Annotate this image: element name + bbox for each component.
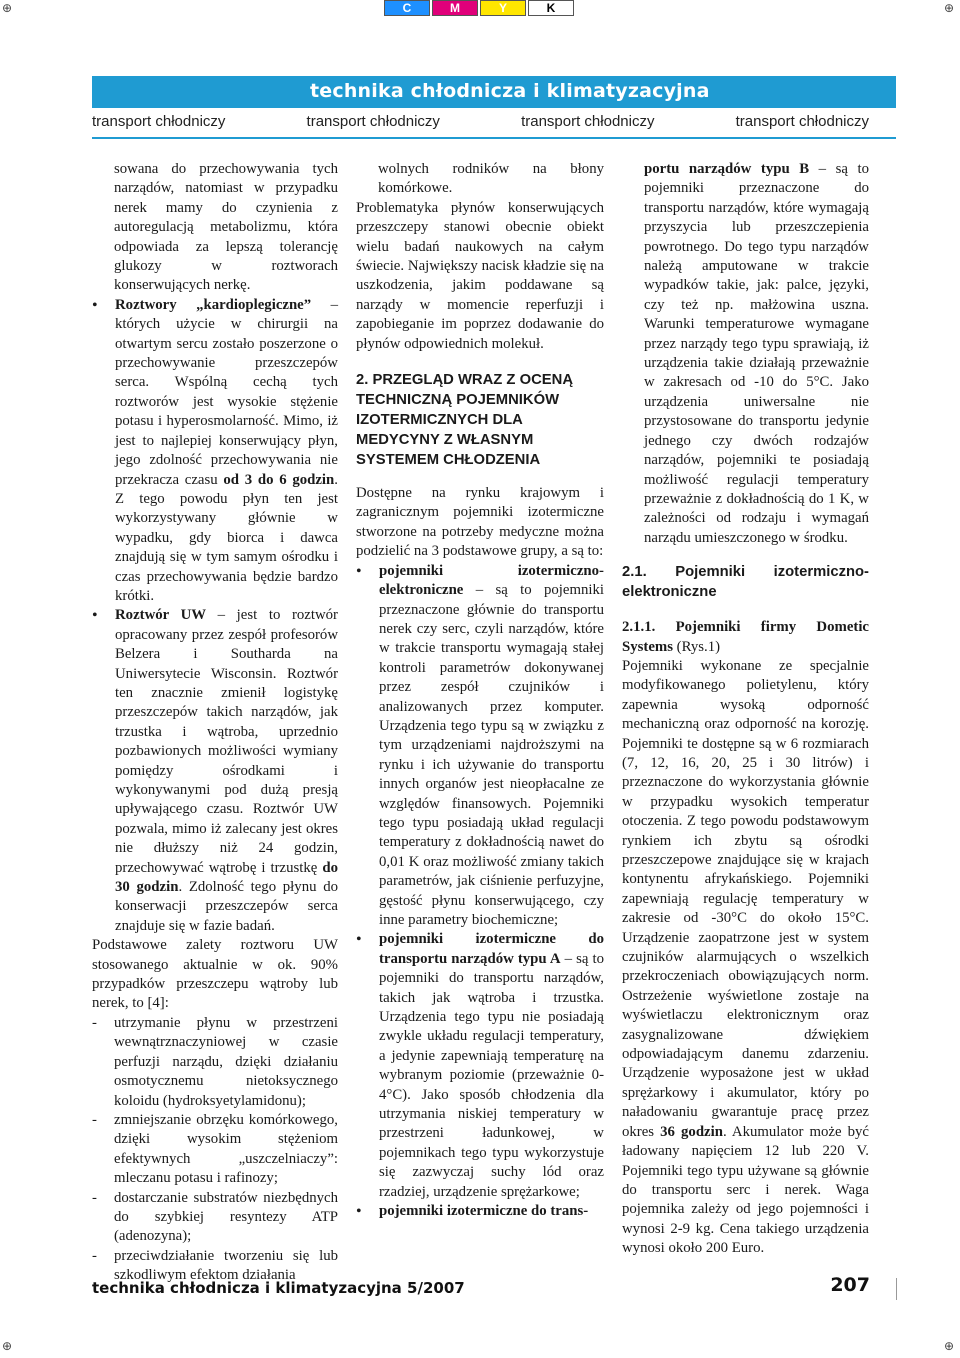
cmyk-yellow: Y <box>480 0 526 16</box>
section-label: transport chłodniczy <box>521 113 655 130</box>
bullet-item: • pojemniki izotermiczne do trans- <box>356 1202 604 1221</box>
dash-item: - utrzymanie płynu w przestrzeni wewnątrznaczyniowej w czasie perfuzji narządu, dzięki działaniu osmotycznemu nietoksycznego koloidu (hydroksyetylamidonu); <box>92 1014 338 1111</box>
dash-item: - dostarczanie substratów niezbędnych do szybkiej resyntezy ATP (adenozyna); <box>92 1189 338 1247</box>
paragraph: wolnych rodników na błony komórkowe. <box>378 161 604 197</box>
bullet-item: • Roztwory „kardioplegiczne” – których użycie w chirurgii na otwartym sercu zostało poszerzone o przechowywanie przeszczepów serca. Wspólną cechą tych roztworów jest wysokie stężenie potasu i hyperosmolarność. Mimo, iż jest to najlepiej konserwujący płyn, jego zdolność przechowywania nie przekracza czasu od 3 do 6 godzin. Z tego powodu płyn ten jest wykorzystywany głównie w wypadku, gdy biorca i dawca znajdują się w tym samym ośrodku i czas przechowywania będzie bardzo krótki. <box>92 296 338 607</box>
column-3 <box>622 160 869 1259</box>
paragraph: Pojemniki wykonane ze specjalnie modyfikowanego polietylenu, który zapewnia wysoką odporność mechaniczną oraz odporność na korozję. Pojemniki te dostępne są w 6 rozmiarach (7, 12, 16, 20, 25 i 30 litrów) i przeznaczone do wykorzystania głównie w przypadku wysokich temperatur otoczenia. Z tego powodu podstawowym rynkiem ich zbytu są ośrodki przeszczepowe znajdujące się w krajach kontynentu afrykańskiego. Pojemniki zapewniają regulację temperatury w zakresie od -30°C do około 15°C. Urządzenie zaopatrzone jest w system czujników alarmujących o wszelkich przekroczeniach obowiązujących norm. Ostrzeżenie wyświetlone zostaje na wyświetlaczu elektronicznym oraz zasygnalizowane dźwiękiem odpowiadającym danemu zdarzeniu. Urządzenie wyposażone jest w układ sprężarkowy i akumulator, który po naładowaniu gwarantuje pracę przez okres 36 godzin. Akumulator może być ładowany napięciem 12 lub 220 V. Pojemniki tego typu używane są głównie do transportu serc i nerek. Waga pojemnika zależy od jego pojemności i wynosi 2-9 kg. Cena takiego urządzenia wynosi około 200 Euro. <box>622 657 869 1257</box>
paragraph: portu narządów typu B – są to pojemniki przeznaczone do transportu narządów, które wymagają przyszycia lub przeszczepienia powrotnego. Do tego typu narządów należą amputowane w trakcie wypadków takie, jak: palce, języki, czy też np. małżowina uszna. Warunki temperaturowe wymagane przez narządy tego typu sprawiają, iż urządzenia takie działają przeważnie w zakresach od -10 do 5°C. Jako urządzenia uniwersalne nie przystosowane do transportu jedynie jednego czy dwóch rodzajów narządów, pojemniki te posiadają możliwość regulacji temperatury przeważnie z dokładnością do 1 K, w zależności od rodzaju i wymagań narządu umieszczonego w środku. <box>644 161 869 546</box>
paragraph: sowana do przechowywania tych narządów, natomiast w przypadku nerek mamy do czynienia z autoregulacją metabolizmu, która odpowiada za lepszą tolerancję glukozy w roztworach konserwujących nerkę. <box>114 161 338 294</box>
bullet-item: • pojemniki izotermiczno-elektroniczne – są to pojemniki przeznaczone głównie do transportu nerek czy serc, czyli narządów, które w trakcie transportu wymagają stałej kontroli parametrów dokonywanej przez zespół czujników i analizowanych przez komputer. Urządzenia tego typu są w związku z tym urządzeniami najdroższymi na rynku i ich używanie do transportu innych organów jest nieopłacalne ze względów finansowych. Pojemniki tego typu posiadają układ regulacji temperatury z dokładnością nawet do 0,01 K oraz możliwość zmiany takich parametrów, jak ciśnienie perfuzyjne, gęstość płynu konserwującego, czy inne parametry biochemiczne; <box>356 562 604 931</box>
dash-item: - przeciwdziałanie tworzeniu się lub szkodliwym efektom działania <box>92 1247 338 1286</box>
journal-banner <box>92 76 896 108</box>
paragraph: Problematyka płynów konserwujących przeszczepy stanowi obecnie obiekt wielu badań naukowych na całym świecie. Największy nacisk kładzie się na uszkodzenia, jakim poddawane są narządy w momencie reperfuzji i zapobieganie im poprzez dodawanie do płynów odpowiednich molekuł. <box>356 199 604 352</box>
column-1 <box>92 160 338 1286</box>
subsection-heading: 2.1. Pojemniki izotermiczno-elektroniczne <box>622 564 869 601</box>
section-header <box>92 113 869 130</box>
section-label: transport chłodniczy <box>735 113 869 130</box>
registration-mark-icon: ⊕ <box>944 1339 955 1353</box>
registration-mark-icon: ⊕ <box>2 1339 13 1353</box>
bullet-item: • Roztwór UW – jest to roztwór opracowany przez zespół profesorów Belzera i Southarda na Uniwersytecie Wisconsin. Roztwór ten znacznie zmienił logistykę przeszczepów takich narządów, jak trzustka i wątroba, uprzednio pozbawionych możliwości wymiany pomiędzy ośrodkami i wykonywanymi pod dużą presją upływającego czasu. Roztwór UW pozwala, mimo iż zalecany jest okres nie dłuższy niż 24 godzin, przechowywać wątrobę i trzustkę do 30 godzin. Zdolność tego płynu do konserwacji przeszczepów serca znajduje się w fazie badań. <box>92 606 338 936</box>
section-heading: 2. PRZEGLĄD WRAZ Z OCENĄ TECHNICZNĄ POJEMNIKÓW IZOTERMICZNYCH DLA MEDYCYNY Z WŁASNYM SYSTEMEM CHŁODZENIA <box>356 372 574 469</box>
cmyk-magenta: M <box>432 0 478 16</box>
section-label: transport chłodniczy <box>306 113 440 130</box>
journal-banner-title: technika chłodnicza i klimatyzacyjna <box>310 80 710 102</box>
footer-journal-title: technika chłodnicza i klimatyzacyjna 5/2007 <box>92 1279 465 1297</box>
registration-mark-icon: ⊕ <box>944 1 955 15</box>
dash-item: - zmniejszanie obrzęku komórkowego, dzięki wysokim stężeniom efektywnych „uszczelniaczy”: mleczanu potasu i rafinozy; <box>92 1111 338 1189</box>
header-rule <box>92 137 896 139</box>
registration-mark-icon: ⊕ <box>2 1 13 15</box>
paragraph: Podstawowe zalety roztworu UW stosowanego aktualnie w ok. 90% przypadków przeszczepu wątroby lub nerek, to [4]: <box>92 937 338 1012</box>
bullet-item: • pojemniki izotermiczne do transportu narządów typu A – są to pojemniki do transportu narządów, takich jak wątroba i trzustka. Urządzenia tego typu nie posiadają zwykle układu regulacji temperatury, a jedynie zapewniają temperaturę na wybranym poziomie (przeważnie 0-4°C). Jako sposób chłodzenia dla utrzymania niskiej temperatury w przestrzeni ładunkowej, w pojemnikach tego typu wykorzystuje się zazwyczaj suchy lód oraz rzadziej, urządzenie sprężarkowe; <box>356 930 604 1202</box>
footer-divider <box>896 1278 897 1300</box>
cmyk-cyan: C <box>384 0 430 16</box>
cmyk-color-bar <box>384 0 576 16</box>
column-2 <box>356 160 604 1222</box>
section-label: transport chłodniczy <box>92 113 226 130</box>
cmyk-black: K <box>528 0 574 16</box>
paragraph: Dostępne na rynku krajowym i zagranicznym pojemniki izotermiczne stworzone na potrzeby medyczne można podzielić na 3 podstawowe grupy, a są to: <box>356 485 604 560</box>
page-number: 207 <box>830 1274 870 1296</box>
subsubsection-heading: 2.1.1. Pojemniki firmy Dometic Systems (Rys.1) <box>622 619 869 655</box>
